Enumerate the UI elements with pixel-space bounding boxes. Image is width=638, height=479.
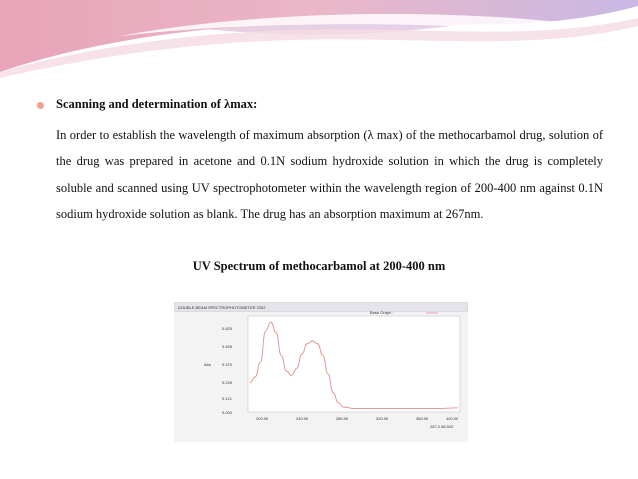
header-banner [0,0,638,80]
y-tick-label: 0.625 [222,326,233,331]
instrument-label: DOUBLE BEAM SPECTROPHOTOMETER 2202 [178,305,266,310]
y-tick-label: 0.000 [222,410,233,415]
y-axis-label: Abs [204,362,211,367]
y-tick-label: 0.245 [222,380,233,385]
x-tick-label: 200.00 [256,416,269,421]
uv-spectrum-chart [174,302,468,442]
x-tick-label: 240.00 [296,416,309,421]
bullet-icon [37,102,44,109]
cursor-readout: 267.2 88.520 [430,424,454,429]
body-paragraph: In order to establish the wavelength of maximum absorption (λ max) of the methocarbamol drug, solution of the drug was prepared in acetone and 0.1N sodium hydroxide solution in which the drug is completely soluble and scanned using UV spectrophotometer within the wavelength region of 200-400 nm against 0.1N sodium hydroxide solution as blank. The drug has an absorption maximum at 267nm. [56,128,603,222]
x-tick-label: 320.00 [376,416,389,421]
figure-caption: UV Spectrum of methocarbamol at 200-400 nm [192,259,446,273]
x-tick-label: 360.00 [416,416,429,421]
legend-title: Base Graph : [370,310,394,315]
x-tick-label: 280.00 [336,416,349,421]
y-tick-label: 0.495 [222,344,233,349]
y-tick-label: 0.121 [222,396,233,401]
plot-area [248,316,460,412]
y-tick-label: 0.370 [222,362,233,367]
x-tick-label: 400.00 [446,416,459,421]
section-heading: Scanning and determination of λmax: [56,97,258,111]
